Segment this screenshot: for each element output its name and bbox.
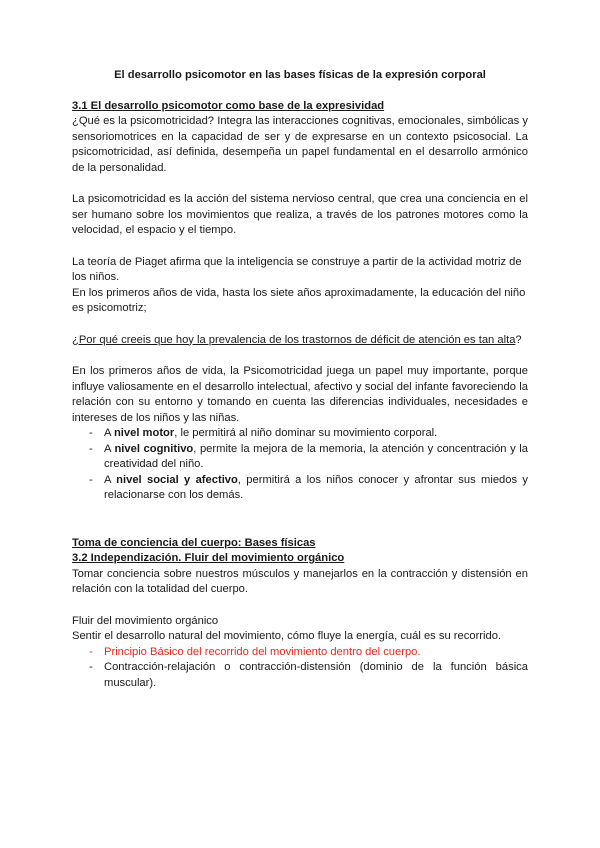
document-page <box>72 68 528 691</box>
section-heading-3-2: 3.2 Independización. Fluir del movimiento orgánico <box>72 552 345 564</box>
document-title: El desarrollo psicomotor en las bases físicas de la expresión corporal <box>114 69 486 81</box>
question-text: ¿Por qué creeis que hoy la prevalencia de los trastornos de déficit de atención es tan alta <box>72 333 516 346</box>
list-item: - Principio Básico del recorrido del movimiento dentro del cuerpo. <box>72 645 528 661</box>
paragraph-what-is-psychomotricity: ¿Qué es la psicomotricidad? Integra las interacciones cognitivas, emocionales, simbólicas y sensoriomotrices en la capacidad de ser y de expresarse en un contexto psicosocial. La psicomotricidad, así definida, desempeña un papel fundamental en el desarrollo armónico de la personalidad. <box>72 115 528 174</box>
paragraph-nervous-system: La psicomotricidad es la acción del sistema nervioso central, que crea una conciencia en el ser humano sobre los movimientos que realiza, a través de los patrones motores como la velocidad, el espacio y el tiempo. <box>72 193 528 236</box>
paragraph-first-years: En los primeros años de vida, hasta los siete años aproximadamente, la educación del niño es psicomotriz; <box>72 286 526 314</box>
flow-list <box>72 645 528 692</box>
list-item: - A nivel motor, le permitirá al niño dominar su movimiento corporal. <box>72 426 528 442</box>
question-mark: ? <box>515 333 522 346</box>
levels-list <box>72 426 528 504</box>
bullet-dash: - <box>89 473 93 486</box>
list-item: - A nivel cognitivo, permite la mejora de la memoria, la atención y concentración y la creatividad del niño. <box>89 442 528 470</box>
paragraph-piaget: La teoría de Piaget afirma que la inteligencia se construye a partir de la actividad motriz de los niños. <box>72 255 522 283</box>
list-item: - A nivel social y afectivo, permitirá a los niños conocer y afrontar sus miedos y relacionarse con los demás. <box>89 473 528 501</box>
question-line <box>72 333 528 349</box>
bullet-dash: - <box>89 442 93 455</box>
list-item: - Contracción-relajación o contracción-distensión (dominio de la función básica muscular). <box>89 661 528 689</box>
paragraph-muscle-awareness: Tomar conciencia sobre nuestros músculos y manejarlos en la contracción y distensión en relación con la totalidad del cuerpo. <box>72 567 528 595</box>
subtitle-organic-flow: Fluir del movimiento orgánico <box>72 614 219 627</box>
paragraph-feel-movement: Sentir el desarrollo natural del movimiento, cómo fluye la energía, cuál es su recorrido. <box>72 630 502 642</box>
bullet-dash: - <box>89 427 93 439</box>
bullet-dash: - <box>89 661 93 673</box>
section-heading-3-1: 3.1 El desarrollo psicomotor como base de la expresividad <box>72 99 385 112</box>
paragraph-early-years-role: En los primeros años de vida, la Psicomotricidad juega un papel muy importante, porque influye valiosamente en el desarrollo intelectual, afectivo y social del infante favoreciendo la relación con su entorno y tomando en cuenta las diferencias individuales, necesidades e intereses de los niños y las niñas. <box>72 365 528 424</box>
section-heading-body-awareness: Toma de conciencia del cuerpo: Bases físicas <box>72 536 316 549</box>
bullet-dash: - <box>89 645 93 658</box>
